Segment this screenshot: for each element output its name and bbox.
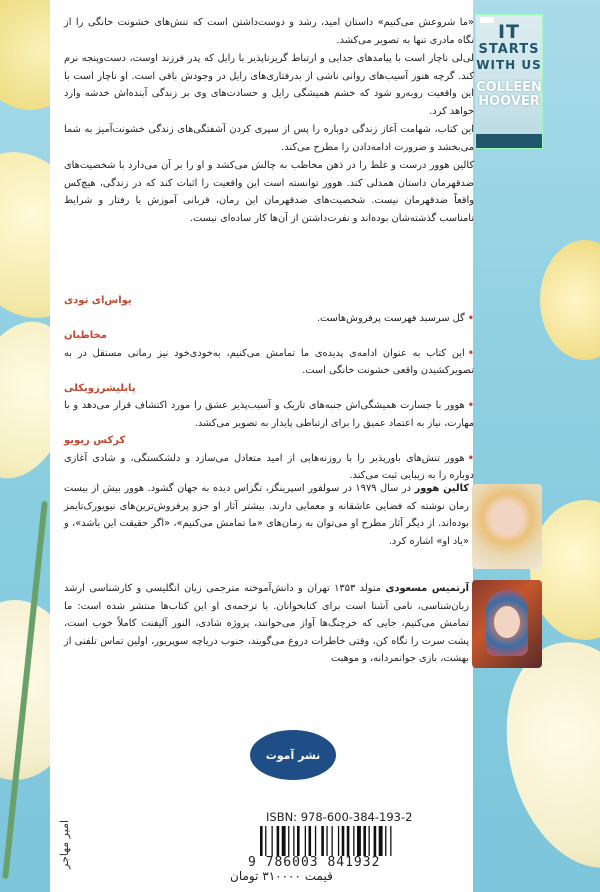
quote-source: مخاطبان [64,330,107,341]
cover-title-line: WITH US [476,58,542,72]
barcode-digits: 9 786003 841932 [248,855,381,870]
cover-badge [480,17,494,23]
barcode-bar [282,826,286,856]
quote-item [64,310,474,328]
barcode-bar [260,826,263,856]
quote-text: هوور با جسارت همیشگی‌اش جنبه‌های تاریک و آسیب‌پذیر عشق را مورد اکتشاف قرار می‌دهد و با مهارت، نیاز به اعتماد عمیق را برای ارتباطی پایدار به تصویر می‌کشد. [64,400,474,429]
barcode-bar [321,826,324,856]
barcode-bar [288,826,289,856]
barcode-bar [385,826,386,856]
barcode-bar [390,826,391,856]
cover-strip [476,134,542,148]
barcode-bar [353,826,354,856]
bullet-icon: • [467,400,474,411]
bullet-icon: • [467,347,474,359]
price-label: قیمت ۳۱۰۰۰۰ تومان [230,869,333,883]
barcode-bar [379,826,383,856]
barcode-bar [265,826,266,856]
bullet-icon: • [467,312,474,324]
translator-name: آرتمیس مسعودی [385,583,469,594]
review-quotes [64,292,474,485]
barcode-bar [357,826,361,856]
quote-source: پابلیشرزویکلی [64,382,136,394]
blurb [64,14,474,228]
translator-photo [472,580,542,668]
publisher-logo: نشر آموت [250,730,336,780]
cover-title-line: IT [497,21,521,43]
author-bio-text: در سال ۱۹۷۹ در سولفور اسپرینگز، تگزاس دیده به جهان گشود. هوور بیش از بیست رمان نوشته که فضایی عاشقانه و معمایی دارند. بیشتر آثار او جزو پرفروش‌ترین‌های نیویورک‌تایمز بوده‌اند. از دیگر آثار مطرح او می‌توان به رمان‌های «ما تمامش می‌کنیم»، «اگر حقیقت این باشد»، و «یاد او» اشاره کرد. [64,483,469,547]
barcode-bar [293,826,294,856]
barcode-bar [342,826,345,856]
quote-item [64,397,474,432]
barcode-bar [277,826,280,856]
quote-item [64,345,474,380]
barcode-bar [369,826,370,856]
quote-text: هوور تنش‌های باورپذیر را با روزنه‌هایی از امید متعادل می‌سازد و دلشکستگی، و شادی آغازی دوباره را به زیبایی ثبت می‌کند. [64,452,474,481]
author-bio [64,480,469,550]
blurb-paragraph: «ما شروعش می‌کنیم» داستان امید، رشد و دوست‌داشتن است که تنش‌های خشونت خانگی را از نگاه مادری تنها به تصویر می‌کشد. [64,17,474,46]
cover-author-line: HOOVER [478,94,540,109]
cover-author [476,81,542,109]
cover-title-line: STARTS [478,42,540,57]
blurb-paragraph: لی‌لی ناچار است با پیامدهای جدایی و ارتباط گریزناپذیر با رایل که پدر فرزند اوست، دست‌وپنجه نرم کند. گرچه هنوز آسیب‌های روانی ناشی از بدرفتاری‌های رایل در وجودش باقی است. او ناچار است با این واقعیت روبه‌رو شود که خشم همیشگی رایل و حسادت‌های وی بر زندگی آینده‌اش خدشه وارد خواهد کرد. [64,53,474,117]
barcode-bar [347,826,350,856]
barcode-bar [326,826,327,856]
isbn-label: ISBN: 978-600-384-193-2 [266,810,413,824]
barcode-bar [309,826,312,856]
barcode-bar [315,826,316,856]
translator-bio [64,580,469,668]
quote-text: گل سرسبد فهرست پرفروش‌هاست. [316,312,465,324]
daffodil-decoration [540,240,600,360]
designer-signature: امیر مهاجر [58,820,71,870]
translator-bio-text: متولد ۱۳۵۳ تهران و دانش‌آموخته مترجمی زبان انگلیسی و کارشناسی ارشد زبان‌شناسی، نامی آشنا است برای کتابخوانان. با ترجمه‌ی او این کتاب‌ها منتشر شده است: ما تمامش می‌کنیم، جایی که خرچنگ‌ها آواز می‌خوانند، پروژه شادی، النور آلیفنت کاملاً خوب است، پشت سرت را نگاه کن، وقتی خاطرات دروغ می‌گویند، جنوب دریاچه سوپریور، اولین تماس تلفنی از بهشت، بازی جوانمردانه، و موهبت [64,583,469,664]
book-cover-thumbnail [475,14,543,149]
cover-author-line: COLLEEN [476,80,542,95]
quote-source: کرکس ریویو [64,435,126,446]
barcode-bar [338,826,339,856]
quote-source: یواس‌ای تودی [64,295,132,306]
quote-text: این کتاب به عنوان ادامه‌ی پدیده‌ی ما تمامش می‌کنیم، به‌خودی‌خود نیز رمانی مستقل در به تصویرکشیدن واقعی خشونت خانگی است. [64,347,474,376]
bullet-icon: • [467,452,474,464]
barcode-bar [332,826,333,856]
barcode-bar [305,826,306,856]
author-photo [472,484,542,569]
barcode-bar [272,826,273,856]
cover-title [476,23,542,73]
translator-face [494,606,520,638]
author-name: کالین هوور [414,483,469,494]
barcode-bar [374,826,377,856]
blurb-paragraph: کالین هوور درست و غلط را در ذهن مخاطب به چالش می‌کشد و او را بر آن می‌دارد با شخصیت‌های ضدقهرمان داستان همدلی کند. هوور توانسته است این واقعیت را اثبات کند که در زندگی، هیچ‌کس واقعاً ضدقهرمان نیست. شخصیت‌های ضدقهرمان این رمان، قربانی آموزش یا رفتار و شرایط نامناسب گذشته‌شان بوده‌اند و نفرت‌داشتن از آن‌ها کار ساده‌ای نیست. [64,160,474,224]
barcode-bar [363,826,366,856]
author-face [494,502,520,534]
blurb-paragraph: این کتاب، شهامت آغاز زندگی دوباره را پس از سپری کردن آشفتگی‌های زندگی خشونت‌آمیز به شما می‌بخشد و ضرورت ادامه‌دادن را مطرح می‌کند. [64,124,474,153]
barcode-bar [297,826,300,856]
